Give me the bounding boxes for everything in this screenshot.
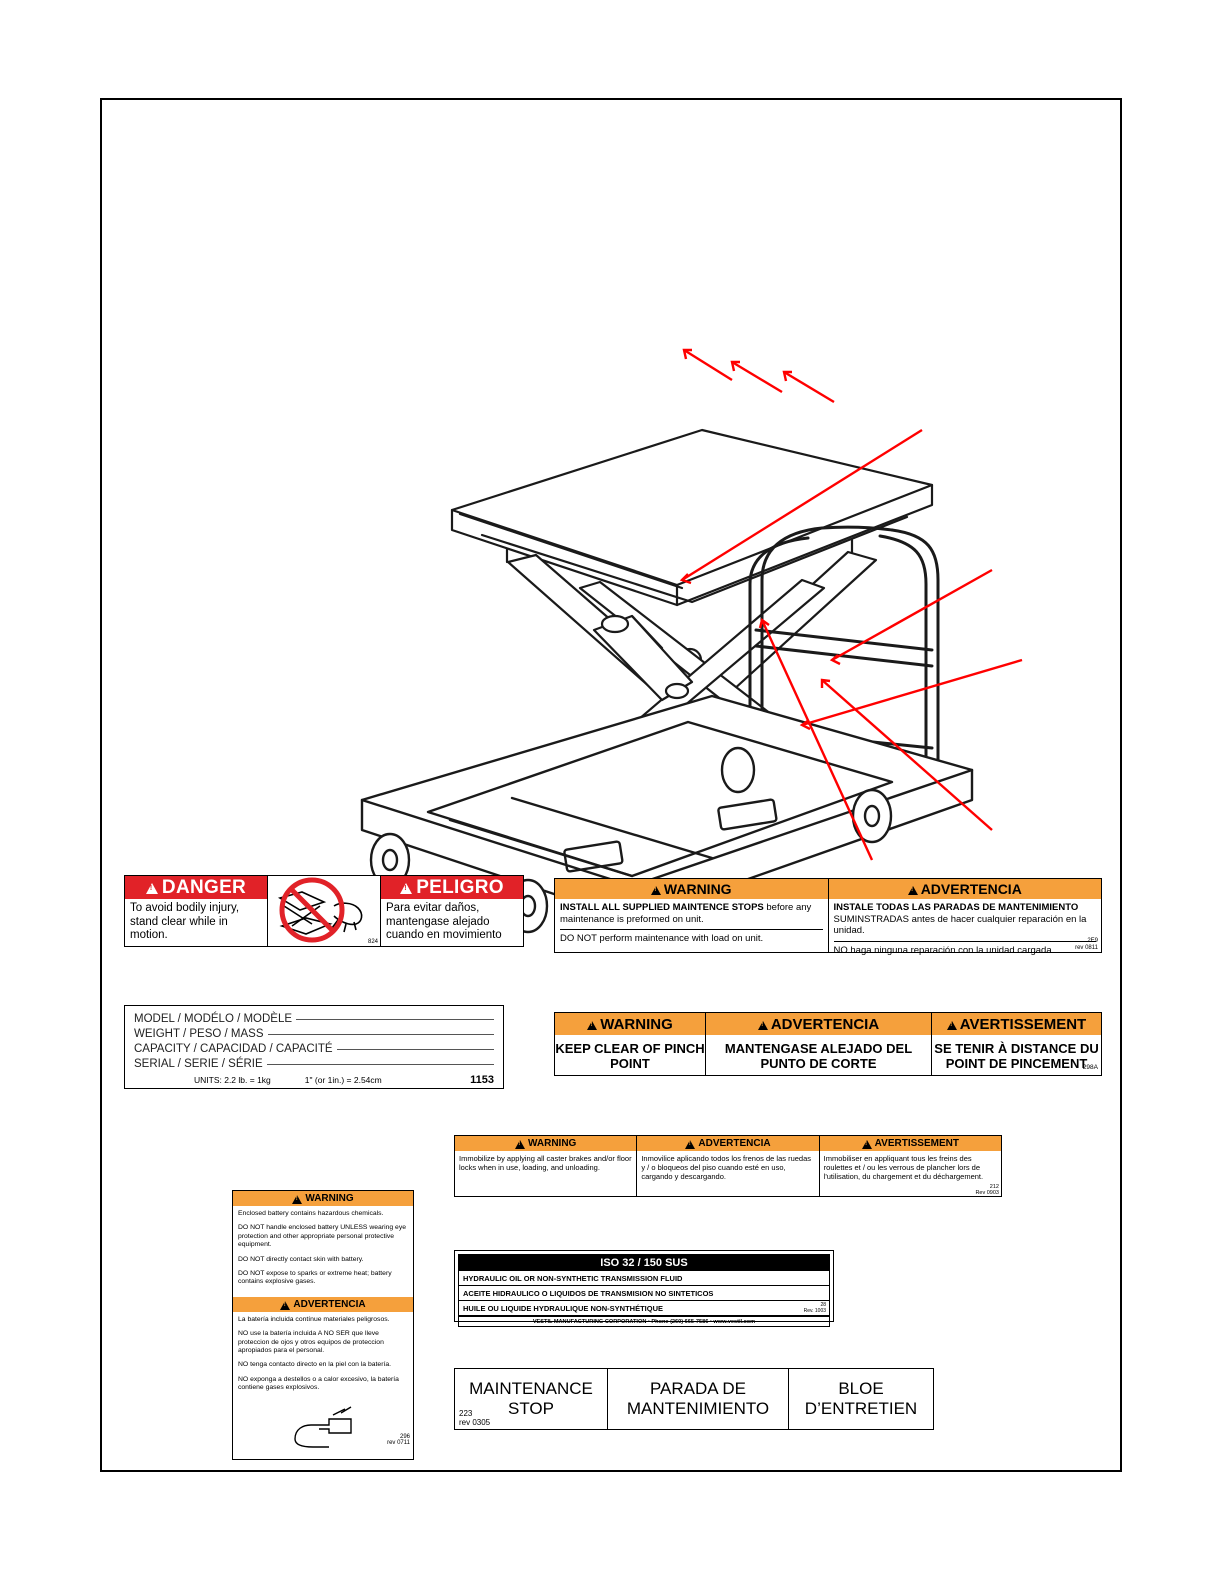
caster-label-id [975, 1184, 999, 1196]
pinch-body-en: KEEP CLEAR OF PINCH POINT [555, 1035, 706, 1076]
battery-body-en [233, 1206, 413, 1297]
maint-warning-heading-es [829, 879, 1102, 899]
caster-id-rev: Rev 0903 [975, 1190, 999, 1196]
maint-warning-heading-en [555, 879, 829, 899]
pinch-heading-fr [932, 1013, 1101, 1035]
pinch-heading-en-text: WARNING [600, 1015, 673, 1033]
plate-label-model: MODEL / MODÉLO / MODÈLE [134, 1013, 293, 1025]
caster-heading-fr-text: AVERTISSEMENT [874, 1138, 959, 1149]
pinch-body-es: MANTENGASE ALEJADO DEL PUNTO DE CORTE [706, 1035, 932, 1076]
maintenance-stop-label [454, 1368, 934, 1430]
maint-en-line2: DO NOT perform maintenance with load on unit. [560, 929, 823, 945]
plate-row-model [134, 1013, 494, 1025]
iso-inner-frame [458, 1254, 830, 1327]
peligro-heading [381, 876, 523, 899]
pinch-label-id: 298A [1082, 1064, 1098, 1071]
warning-triangle-icon [587, 1021, 597, 1030]
plate-units-lb: UNITS: 2.2 lb. = 1kg [194, 1075, 271, 1085]
battery-id-rev: rev 0711 [387, 1440, 410, 1447]
caster-heading-en [455, 1136, 637, 1151]
caster-bodies [455, 1151, 1001, 1197]
danger-heading-text: DANGER [161, 876, 247, 898]
battery-en-p4: DO NOT expose to sparks or extreme heat; battery contains explosive gases. [238, 1270, 392, 1286]
maint-id-number: 2E9 [1087, 938, 1098, 944]
battery-id-number: 296 [399, 1433, 410, 1440]
caster-id-number: 212 [989, 1184, 999, 1190]
warning-triangle-icon [947, 1021, 957, 1030]
warning-triangle-icon [146, 883, 158, 894]
mstop-label-id [459, 1409, 490, 1427]
iso-title: ISO 32 / 150 SUS [459, 1255, 829, 1271]
mstop-en-cell [455, 1369, 608, 1429]
pinch-bodies [555, 1035, 1101, 1076]
plate-label-serial: SERIAL / SERIE / SÉRIE [134, 1058, 263, 1070]
caster-body-es: Inmovilice aplicando todos los frenos de las ruedas y / o bloqueos del piso cuando esté en uso, cargando y descargando. [637, 1151, 819, 1197]
maint-warning-body-en [555, 899, 829, 952]
warning-triangle-icon [280, 1301, 290, 1310]
maint-id-rev: rev 0811 [1075, 944, 1098, 951]
warning-triangle-icon [292, 1195, 302, 1204]
danger-peligro-label [124, 875, 524, 947]
maint-label-id [1075, 938, 1098, 951]
iso-row-fr: HUILE OU LIQUIDE HYDRAULIQUE NON-SYNTHÉTIQUE [463, 1303, 664, 1313]
pinch-heading-fr-text: AVERTISSEMENT [959, 1015, 1087, 1033]
plate-code: 1153 [470, 1074, 494, 1086]
plate-write-line [337, 1049, 494, 1050]
danger-english-heading [125, 876, 267, 899]
maint-heading-es-text: ADVERTENCIA [920, 881, 1022, 897]
iso-label-id [804, 1303, 826, 1314]
model-data-plate [124, 1005, 504, 1089]
battery-en-p2: DO NOT handle enclosed battery UNLESS wearing eye protection and other appropriate personal protective equipment. [238, 1224, 406, 1249]
danger-english-body: To avoid bodily injury, stand clear while in motion. [130, 902, 240, 941]
battery-warning-label [232, 1190, 414, 1460]
battery-es-p1: La batería incluida contínue materiales peligrosos. [238, 1315, 390, 1323]
iso-footer: VESTIL MANUFACTURING CORPORATION • Phone (260) 665-7586 • www.vestil.com [459, 1316, 829, 1326]
battery-pictogram [233, 1403, 413, 1449]
mstop-en-text: MAINTENANCE STOP [469, 1379, 593, 1418]
maint-heading-en-text: WARNING [663, 881, 732, 897]
plate-row-weight [134, 1028, 494, 1040]
maint-warning-body-es [829, 899, 1102, 956]
maint-en-line1-rest: before any maintenance is preformed on unit. [560, 902, 812, 925]
plate-label-weight: WEIGHT / PESO / MASS [134, 1028, 264, 1040]
warning-triangle-icon [908, 886, 918, 895]
pinch-point-warning-label [554, 1012, 1102, 1076]
plate-write-line [296, 1019, 494, 1020]
peligro-body: Para evitar daños, mantengase alejado cuando en movimiento [386, 902, 502, 941]
maint-en-line1 [560, 902, 823, 925]
battery-body-es [233, 1312, 413, 1403]
maint-es-line2: NO haga ninguna reparación con la unidad cargada. [834, 941, 1097, 957]
pinch-heading-es [706, 1013, 932, 1035]
battery-es-p3: NO tenga contacto directo en la piel con la batería. [238, 1361, 392, 1369]
danger-english-column [125, 876, 267, 946]
mstop-fr-text: BLOE D’ENTRETIEN [804, 1379, 918, 1418]
battery-heading-en [233, 1191, 413, 1206]
iso-id-number: 28 [820, 1302, 826, 1308]
maint-en-line1-bold: INSTALL ALL SUPPLIED MAINTENCE STOPS [560, 902, 764, 913]
iso-row-en: HYDRAULIC OIL OR NON-SYNTHETIC TRANSMISSION FLUID [459, 1271, 829, 1286]
hydraulic-oil-label [454, 1250, 834, 1325]
plate-row-serial [134, 1058, 494, 1070]
plate-footer [134, 1074, 494, 1086]
mstop-es-text: PARADA DE MANTENIMIENTO [608, 1369, 789, 1429]
pinch-body-fr: SE TENIR À DISTANCE DU POINT DE PINCEMENT [934, 1040, 1099, 1071]
caster-body-fr: Immobiliser en appliquant tous les freins des roulettes et / ou les verrous de plancher lors de l'utilisation, du chargement et du déchargement. [823, 1154, 984, 1181]
iso-row-es: ACEITE HIDRAULICO O LIQUIDOS DE TRANSMISION NO SINTETICOS [459, 1286, 829, 1301]
iso-row-fr-wrap [459, 1301, 829, 1316]
battery-es-p2: NO use la batería incluida A NO SER que lleve proteccion de ojos y otros equipos de proteccion apropiados para el personal. [238, 1330, 384, 1355]
battery-heading-en-text: WARNING [305, 1193, 354, 1204]
document-page [100, 98, 1122, 1472]
pinch-heading-en [555, 1013, 706, 1035]
battery-en-p1: Enclosed battery contains hazardous chemicals. [238, 1210, 384, 1217]
maintenance-stops-warning-label [554, 878, 1102, 956]
maint-es-line1 [834, 902, 1097, 937]
warning-triangle-icon [685, 1140, 695, 1149]
caster-heading-fr [820, 1136, 1001, 1151]
battery-heading-es [233, 1297, 413, 1312]
warning-triangle-icon [758, 1021, 768, 1030]
danger-pictogram [267, 876, 381, 946]
iso-id-rev: Rev. 1003 [803, 1307, 826, 1314]
plate-row-capacity [134, 1043, 494, 1055]
caster-headings [455, 1136, 1001, 1151]
warning-triangle-icon [515, 1140, 525, 1149]
warning-triangle-icon [651, 886, 661, 895]
caster-heading-es-text: ADVERTENCIA [698, 1138, 771, 1149]
mstop-id-rev: rev 0305 [459, 1418, 491, 1427]
caster-body-en: Immobilize by applying all caster brakes and/or floor locks when in use, loading, and unloading. [455, 1151, 637, 1197]
caster-heading-en-text: WARNING [527, 1138, 577, 1149]
maint-warning-headings [555, 879, 1101, 899]
warning-triangle-icon [400, 883, 412, 894]
caster-heading-es [637, 1136, 819, 1151]
maint-es-line1-bold: INSTALE TODAS LAS PARADAS DE MANTENIMIENTO [833, 902, 1079, 913]
mstop-id-number: 223 [459, 1409, 473, 1418]
plate-write-line [268, 1034, 494, 1035]
maint-warning-body [555, 899, 1101, 956]
warning-triangle-icon [862, 1140, 872, 1149]
caster-brake-warning-label [454, 1135, 1002, 1197]
maint-es-line1-rest: SUMINSTRADAS antes de hacer cualquier reparación en la unidad. [833, 913, 1087, 936]
pinch-heading-es-text: ADVERTENCIA [770, 1015, 880, 1033]
battery-label-id [387, 1434, 410, 1447]
battery-en-p3: DO NOT directly contact skin with battery. [238, 1255, 364, 1263]
battery-heading-es-text: ADVERTENCIA [293, 1298, 366, 1310]
danger-label-id: 824 [367, 939, 378, 945]
plate-units-inch: 1" (or 1in.) = 2.54cm [304, 1075, 382, 1085]
pinch-headings [555, 1013, 1101, 1035]
plate-write-line [267, 1064, 494, 1065]
caster-body-fr-wrap [820, 1151, 1001, 1197]
battery-es-p4: NO exponga a destellos o a calor excesivo, la batería contiene gases explosivos. [238, 1375, 399, 1392]
danger-spanish-column [381, 876, 523, 946]
pinch-body-fr-wrap [932, 1035, 1101, 1076]
peligro-heading-text: PELIGRO [416, 876, 504, 898]
scissor-lift-illustration [332, 330, 1112, 950]
plate-label-capacity: CAPACITY / CAPACIDAD / CAPACITÉ [134, 1043, 333, 1055]
